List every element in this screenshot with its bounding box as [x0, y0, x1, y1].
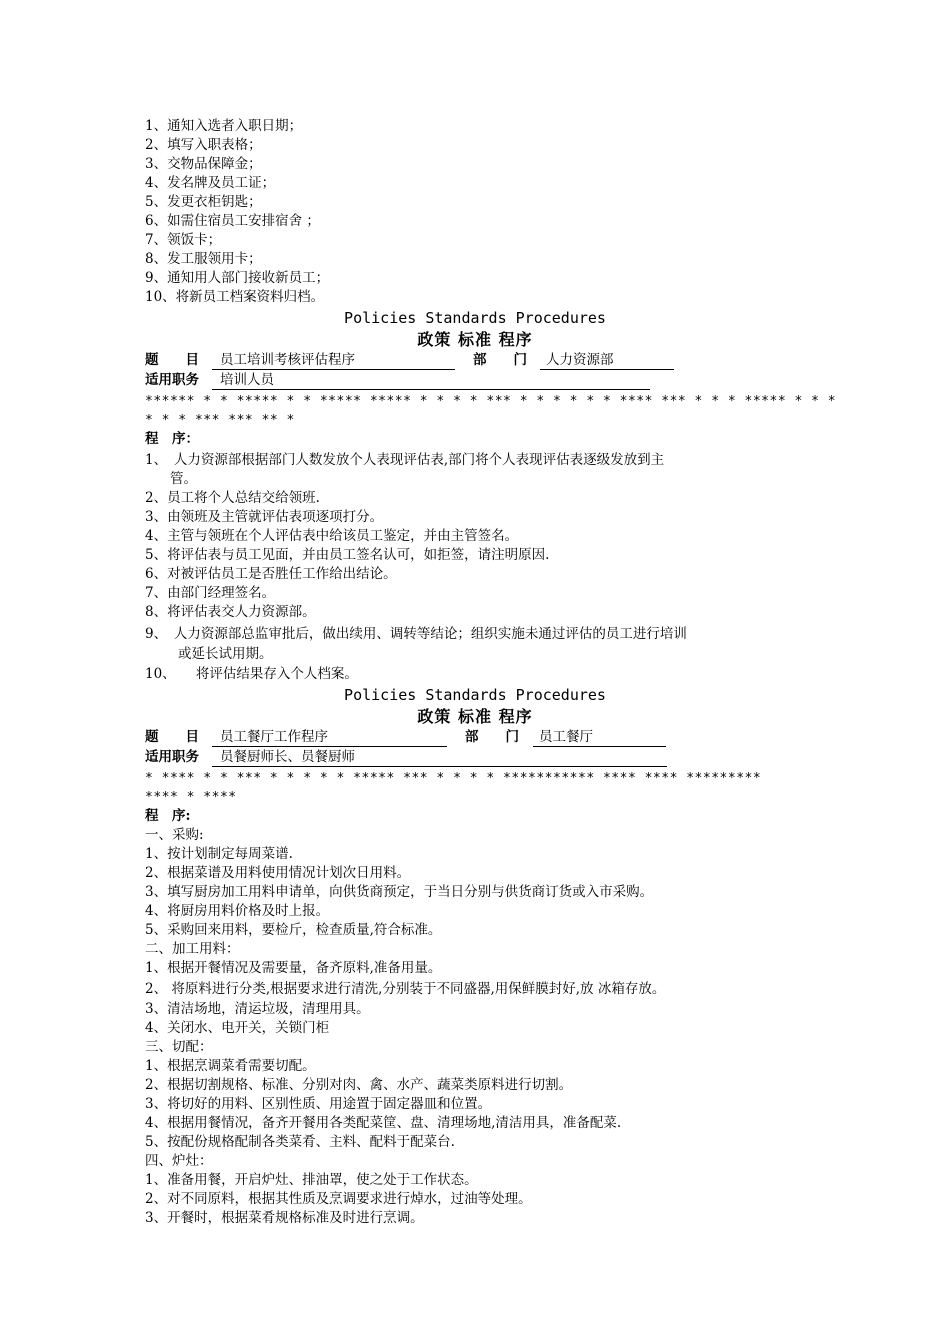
list-item: 3、由领班及主管就评估表项逐项打分。 — [145, 509, 384, 525]
list-item: 8、将评估表交人力资源部。 — [145, 604, 316, 620]
section1-subject-value — [212, 351, 455, 370]
list-item: 5、按配份规格配制各类菜肴、主料、配料于配菜台. — [145, 1134, 455, 1150]
section2-subject-label: 题 目 — [145, 729, 199, 745]
list-item: 2、 将原料进行分类,根据要求进行清洗,分别装于不同盛器,用保鲜膜封好,放 冰箱存放。 — [145, 981, 666, 997]
subsection-heading: 四、炉灶： — [145, 1153, 213, 1169]
section1-dept-text: 人力资源部 — [546, 352, 614, 368]
list-item: 10、 将评估结果存入个人档案。 — [145, 666, 358, 682]
list-item: 2、根据菜谱及用料使用情况计划次日用料。 — [145, 865, 411, 881]
list-item: 3、清洁场地，清运垃圾，清理用具。 — [145, 1001, 370, 1017]
list-item: 或延长试用期。 — [178, 646, 273, 662]
list-item: 9、 人力资源部总监审批后，做出续用、调转等结论；组织实施未通过评估的员工进行培训 — [145, 626, 687, 642]
list-item: 4、发名牌及员工证； — [145, 175, 276, 191]
section1-heading-en: Policies Standards Procedures — [344, 309, 606, 327]
list-item: 6、对被评估员工是否胜任工作给出结论。 — [145, 566, 397, 582]
list-item: 7、由部门经理签名。 — [145, 585, 276, 601]
list-item: 2、对不同原料，根据其性质及烹调要求进行焯水，过油等处理。 — [145, 1191, 532, 1207]
section2-star-divider: * **** * * *** * * * * * ***** *** * * * * *********** **** **** ********* — [145, 771, 762, 786]
list-item: 6、如需住宿员工安排宿舍 ； — [145, 213, 320, 229]
section2-heading-en: Policies Standards Procedures — [344, 686, 606, 704]
subsection-heading: 三、切配： — [145, 1039, 213, 1055]
section1-position-label: 适用职务 — [145, 372, 199, 388]
section2-procedure-label: 程 序: — [145, 808, 191, 824]
list-item: 7、领饭卡； — [145, 232, 222, 248]
section2-position-value — [212, 748, 667, 767]
section2-subject-text: 员工餐厅工作程序 — [220, 729, 328, 745]
list-item: 4、根据用餐情况，备齐开餐用各类配菜筐、盘、清理场地,清洁用具，准备配菜. — [145, 1115, 622, 1131]
section2-dept-text: 员工餐厅 — [539, 729, 593, 745]
section1-dept-label: 部 门 — [473, 352, 527, 368]
section1-heading-zh: 政策 标准 程序 — [417, 330, 533, 349]
list-item: 1、准备用餐，开启炉灶、排油罩，使之处于工作状态。 — [145, 1172, 478, 1188]
list-item: 2、根据切割规格、标准、分别对肉、禽、水产、蔬菜类原料进行切割。 — [145, 1077, 573, 1093]
section1-position-text: 培训人员 — [220, 372, 274, 388]
list-item: 5、发更衣柜钥匙； — [145, 194, 262, 210]
section2-dept-value — [533, 728, 666, 747]
list-item: 3、将切好的用料、区别性质、用途置于固定器皿和位置。 — [145, 1096, 492, 1112]
list-item: 9、通知用人部门接收新员工； — [145, 270, 330, 286]
list-item: 1、按计划制定每周菜谱. — [145, 846, 293, 862]
section1-star-divider-cont: * * * *** *** ** * — [145, 413, 295, 428]
list-item: 5、采购回来用料，要检斤，检查质量,符合标准。 — [145, 922, 442, 938]
list-item: 3、交物品保障金； — [145, 156, 262, 172]
section2-position-text: 员餐厨师长、员餐厨师 — [220, 749, 355, 765]
list-item: 10、将新员工档案资料归档。 — [145, 289, 325, 305]
list-item: 3、开餐时，根据菜肴规格标准及时进行烹调。 — [145, 1210, 424, 1226]
list-item: 4、关闭水、电开关，关锁门柜 — [145, 1020, 330, 1036]
section1-dept-value — [540, 351, 674, 370]
list-item: 2、填写入职表格； — [145, 137, 262, 153]
list-item: 4、将厨房用料价格及时上报。 — [145, 903, 330, 919]
section2-dept-label: 部 门 — [465, 729, 519, 745]
section1-position-value — [212, 371, 650, 390]
subsection-heading: 一、采购: — [145, 827, 204, 843]
list-item: 1、 人力资源部根据部门人数发放个人表现评估表,部门将个人表现评估表逐级发放到主 — [145, 452, 665, 468]
subsection-heading: 二、加工用料： — [145, 941, 240, 957]
list-item: 管。 — [170, 471, 197, 487]
list-item: 1、通知入选者入职日期； — [145, 118, 303, 134]
section1-subject-label: 题 目 — [145, 352, 199, 368]
list-item: 2、员工将个人总结交给领班. — [145, 490, 320, 506]
list-item: 3、填写厨房加工用料申请单，向供货商预定，于当日分别与供货商订货或入市采购。 — [145, 884, 654, 900]
section2-subject-value — [212, 728, 447, 747]
section2-star-divider-cont: **** * **** — [145, 790, 237, 805]
section2-position-label: 适用职务 — [145, 749, 199, 765]
list-item: 5、将评估表与员工见面，并由员工签名认可，如拒签，请注明原因. — [145, 547, 550, 563]
section1-subject-text: 员工培训考核评估程序 — [220, 352, 355, 368]
list-item: 1、根据烹调菜肴需要切配。 — [145, 1058, 316, 1074]
section1-star-divider: ****** * * ***** * * ***** ***** * * * * *** * * * * * * **** *** * * * ***** * * * — [145, 394, 837, 409]
list-item: 1、根据开餐情况及需要量，备齐原料,准备用量。 — [145, 960, 442, 976]
list-item: 4、主管与领班在个人评估表中给该员工鉴定，并由主管签名。 — [145, 528, 519, 544]
section1-procedure-label: 程 序： — [145, 431, 199, 447]
list-item: 8、发工服领用卡； — [145, 251, 262, 267]
section2-heading-zh: 政策 标准 程序 — [417, 707, 533, 726]
